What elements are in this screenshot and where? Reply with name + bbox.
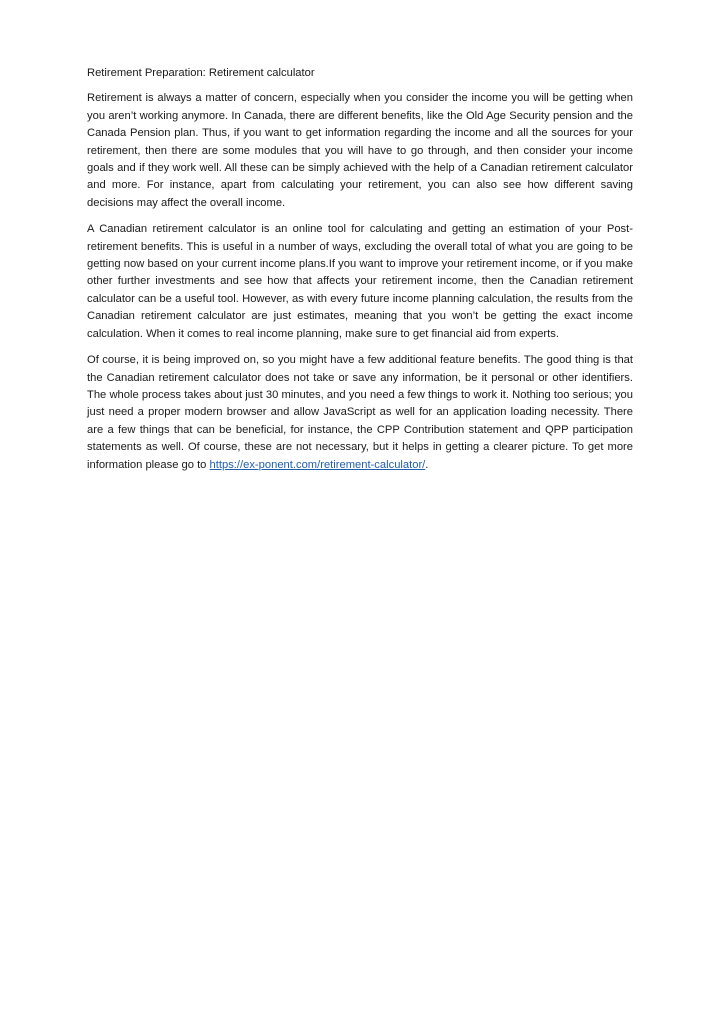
paragraph-3-text: Of course, it is being improved on, so you might have a few additional feature benefits. The good thing is that the Canadian retirement calculator does not take or save any information, be it personal or other identifiers. The whole process takes about just 30 minutes, and you need a few things to work it. Nothing too serious; you just need a proper modern browser and allow JavaScript as well for an application loading necessity. There are a few things that can be beneficial, for instance, the CPP Contribution statement and QPP participation statements as well. Of course, these are not necessary, but it helps in getting a clearer picture. To get more information please go to: [87, 354, 633, 471]
document-page: [87, 65, 633, 483]
paragraph-3-trailing: .: [425, 458, 429, 471]
retirement-calculator-link[interactable]: https://ex-ponent.com/retirement-calculator/: [209, 458, 426, 471]
paragraph-1: Retirement is always a matter of concern, especially when you consider the income you will be getting when you aren’t working anymore. In Canada, there are different benefits, like the Old Age Security pension and the Canada Pension plan. Thus, if you want to get information regarding the income and all the sources for your retirement, then there are some modules that you will have to go through, and then consider your income goals and if they work well. All these can be simply achieved with the help of a Canadian retirement calculator and more. For instance, apart from calculating your retirement, you can also see how different saving decisions may affect the overall income.: [87, 92, 633, 209]
paragraph-2: A Canadian retirement calculator is an online tool for calculating and getting an estimation of your Post-retirement benefits. This is useful in a number of ways, excluding the overall total of what you are going to be getting now based on your current income plans.If you want to improve your retirement income, or if you make other further investments and see how that affects your retirement income, then the Canadian retirement calculator can be a useful tool. However, as with every future income planning calculation, the results from the Canadian retirement calculator are just estimates, meaning that you won’t be getting the exact income calculation. When it comes to real income planning, make sure to get financial aid from experts.: [87, 223, 633, 340]
document-title: Retirement Preparation: Retirement calculator: [87, 67, 315, 79]
paragraph-3: [87, 352, 633, 474]
